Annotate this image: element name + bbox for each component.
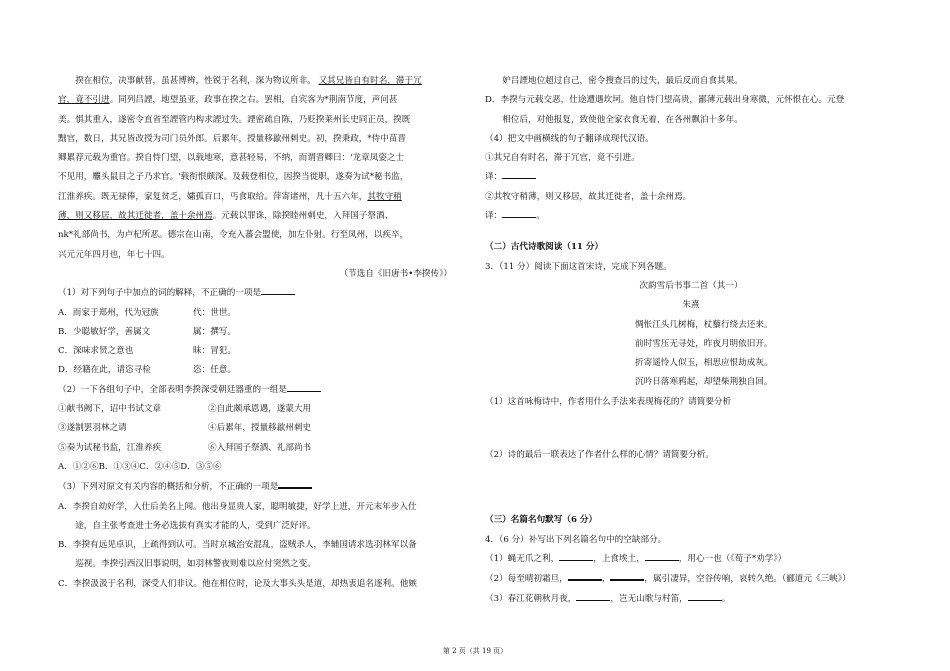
poem-title: 次韵雪后书事二首（其一） bbox=[639, 280, 743, 291]
option-row: ①献书阙下，诏中书试文章 ②自此颇承恩遇，遂蒙大用 bbox=[58, 404, 312, 415]
question-stem: 4．（6 分）补写出下列名篇名句中的空缺部分。 bbox=[485, 534, 667, 545]
fill-line: （2）每至晴初霜旦， ， ，属引凄异，空谷传响，哀转久绝。（郦道元《三峡》） bbox=[485, 569, 897, 589]
passage-line: 黜官，数日，其兄皆改授为司门员外郎。后累年，授量移歙州刺史。初，揆秉政，*侍中苗晋 bbox=[58, 133, 407, 144]
passage-line: 不见用，麞头鼠目之子乃求官。'载衔恨颇深。及载登相位，因揆当徙职，遂奏为试*秘书监， bbox=[58, 172, 409, 183]
translate-sentence: ②其牧守稍薄，则又移居，故其迁徙者，盖十余州焉。 bbox=[485, 191, 692, 202]
poem-line: 前时雪压无寻处，昨夜月明依旧开。 bbox=[635, 338, 773, 349]
question-stem: （1）对下列句子中加点的词的解释，不正确的一项是 bbox=[58, 284, 458, 303]
answer-options: A．①②⑥B．①③④C．②④⑤D．③⑤⑥ bbox=[58, 461, 222, 472]
passage-line: 美。惧其重入，遂密令直省至諲管内构求諲过失。諲密疏自陈，乃贬揆莱州长史同正员，揆既 bbox=[58, 114, 411, 125]
answer-blank[interactable] bbox=[568, 569, 602, 581]
option-line: C．李揆汲汲于名利，深受人们非议。他在相位时，论及大事头头是道，却热衷追名逐利。他嫉 bbox=[58, 578, 417, 589]
question-stem: （3）下列对原文有关内容的概括和分析，不正确的一项是 bbox=[58, 477, 458, 497]
answer-blank[interactable] bbox=[261, 284, 295, 295]
answer-blank[interactable] bbox=[559, 550, 593, 561]
option-row: A．而家于郑州，代为冠族 代：世世。 bbox=[58, 307, 236, 318]
fill-line: （1）蝇无爪之利， ，上食埃土， ，用心一也（《荀子*劝学》） bbox=[485, 550, 897, 569]
poem-line: 折寄遥怜人似玉，相思应恨劫成灰。 bbox=[635, 358, 773, 369]
option-line: A．李揆自幼好学，入仕后美名上闻。他出身显贵人家，聪明敏捷，好学上进，开元末年步入仕 bbox=[58, 501, 417, 512]
option-row: B．少聪敏好学，善属文 属：撰写。 bbox=[58, 326, 236, 337]
section-title: （二）古代诗歌阅读（11 分） bbox=[485, 242, 604, 253]
option-line: D．李揆与元载交恶，仕途遭遇坎坷。他自恃门望高贵，鄙薄元载出身寒微，元怀恨在心。元登 bbox=[485, 95, 845, 106]
translate-answer: 译： 。 bbox=[485, 207, 897, 226]
poem-line: 沉吟日落寒鸦起，却望柴荆独自回。 bbox=[635, 377, 773, 388]
option-row: C．深味求贤之意也 昧：冒犯。 bbox=[58, 346, 236, 357]
passage-line: 江淮养疾。既无禄俸，家复贫乏，孀孤百口，丐食取给。萍寄诸州，凡十五六年，其牧守稍 bbox=[58, 191, 402, 202]
answer-blank[interactable] bbox=[502, 207, 536, 218]
question-stem: 3．（11 分）阅读下面这首宋诗，完成下列各题。 bbox=[485, 261, 672, 272]
answer-blank[interactable] bbox=[502, 168, 536, 179]
answer-blank[interactable] bbox=[287, 381, 321, 392]
passage-line: 揆在相位，决事献替，虽甚博辨，性锐于名利，深为物议所非。 又其兄皆自有时名，滞于冗 bbox=[75, 76, 422, 86]
option-row: D．经籍在此，请恣寻检 恣：任意。 bbox=[58, 365, 236, 376]
translate-answer: 译： bbox=[485, 168, 897, 187]
passage-line: 薄，则又移居，故其迁徙者，盖十余州焉。元载以罪诛，除揆睦州刺史，入拜国子祭酒、 bbox=[58, 211, 394, 222]
poem-author: 朱熹 bbox=[682, 300, 700, 311]
passage-source: （节选自《旧唐书•李揆传》） bbox=[339, 268, 452, 279]
answer-space[interactable] bbox=[485, 465, 897, 499]
answer-space[interactable] bbox=[485, 412, 897, 446]
answer-blank[interactable] bbox=[645, 550, 679, 561]
passage-line: nk*礼部尚书，为卢杞所恶。德宗在山南，令充入蕃会盟使，加左仆射。行至凤州，以疾卒， bbox=[58, 230, 409, 241]
passage-line: 卿累荐元载为重官。揆自恃门望，以载地寒，意甚轻易，不纳，而谓晋卿曰：'龙章凤姿之士 bbox=[58, 153, 405, 164]
option-row: ⑤奏为试秘书监，江淮养疾 ⑥入拜国子祭酒、礼部尚书 bbox=[58, 442, 312, 453]
option-line: 相位后，对他报复，致使他全家衣食无着，在各州飘泊十多年。 bbox=[502, 114, 743, 125]
left-column bbox=[58, 72, 458, 594]
question-stem: （2）一下各组句子中，全部表明李揆深受朝廷器重的一组是 bbox=[58, 381, 458, 400]
fill-line: （3）春江花朝秋月夜， ，岂无山歌与村笛， 。 bbox=[485, 590, 897, 609]
poem-question: （1）这首咏梅诗中，作者用什么手法来表现梅花的？请简要分析 bbox=[485, 396, 732, 407]
section-title: （三）名篇名句默写（6 分） bbox=[485, 515, 598, 526]
poem-line: 惆怅江头几树梅，杖藜行绕去还来。 bbox=[635, 319, 773, 330]
option-row: ③遂制罢羽林之请 ④后累年，授量移歙州刺史 bbox=[58, 423, 312, 434]
answer-blank[interactable] bbox=[610, 569, 644, 581]
answer-blank[interactable] bbox=[688, 590, 722, 601]
answer-blank[interactable] bbox=[576, 590, 610, 601]
passage-line: 官，竟不引进。同列吕諲，地望虽亚，政事在揆之右。罢相，自宾客为*荆南节度，声问甚 bbox=[58, 95, 398, 106]
option-line: 妒吕諲地位超过自己，密令搜查吕的过失，最后反而自食其果。 bbox=[502, 76, 743, 86]
poem-question: （2）诗的最后一联表达了作者什么样的心情？请简要分析。 bbox=[485, 450, 714, 461]
passage-line: 兴元元年四月也，年七十四。 bbox=[58, 249, 170, 260]
translate-sentence: ①其兄自有时名，滞于冗官，竟不引进。 bbox=[485, 153, 640, 164]
option-line: 巡视。李揆引西汉旧事说明，如羽林警夜则难以应付突然之变。 bbox=[75, 559, 316, 570]
answer-blank[interactable] bbox=[278, 477, 312, 489]
page-footer: 第 2 页（共 19 页） bbox=[442, 647, 508, 655]
right-column bbox=[485, 72, 897, 609]
option-line: 途，自主张考查进士务必选拔有真实才能的人，受到广泛好评。 bbox=[75, 520, 316, 531]
option-line: B．李揆有远见卓识，上疏得到认可。当时京城治安混乱，盗贼杀人，李辅国请求选羽林军以备 bbox=[58, 540, 417, 551]
question-stem: （4）把文中画横线的句子翻译成现代汉语。 bbox=[485, 133, 654, 144]
